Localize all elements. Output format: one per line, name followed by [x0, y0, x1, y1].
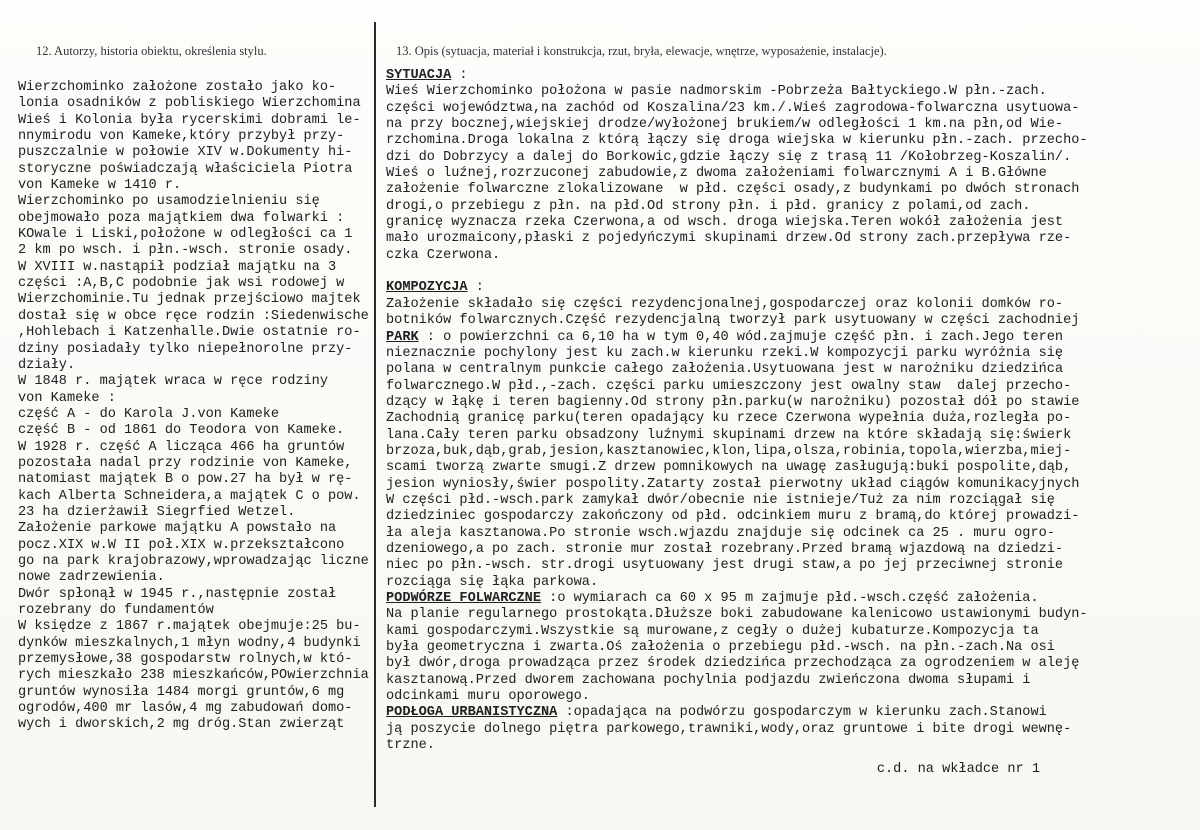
text-line: puszczalnie w połowie XIV w.Dokumenty hi- [18, 145, 353, 161]
text-line: go na park krajobrazowy,wprowadzając liczne [18, 553, 369, 569]
text-line: założenie folwarczne zlokalizowane w płd. części osady,z budynkami po dwóch stronach [386, 182, 1080, 198]
text-line: Założenie parkowe majątku A powstało na [18, 521, 337, 537]
text-line: Wierzchominko po usamodzielnieniu się [18, 194, 320, 210]
text-line: rozebrany do fundamentów [18, 603, 214, 618]
left-column-header: 12. Autorzy, historia obiektu, określenia stylu. [36, 44, 267, 58]
text-line: był dwór,droga prowadząca przez środek dziedzińca przechodząca za ogrodzeniem w aleję [386, 656, 1080, 672]
text-line: storyczne poświadczają właściciela Piotra [18, 161, 353, 177]
text-line: ła aleja kasztanowa.Po stronie wsch.wjazdu znajduje się odcinek ca 25 . muru ogro- [386, 525, 1055, 541]
text-line: brzoza,buk,dąb,grab,jesion,kasztanowiec,klon,lipa,olsza,robinia,topola,wierzba,miej- [386, 443, 1072, 459]
text-line: niec po płn.-wsch. str.drogi usytuowany jest drugi staw,a po jej przeciwnej stronie [386, 558, 1064, 574]
text-line: PODŁOGA URBANISTYCZNA :opadająca na podwórzu gospodarczym w kierunku zach.Stanowi [386, 705, 1047, 721]
right-column-header: 13. Opis (sytuacja, materiał i konstrukcja, rzut, bryła, elewacje, wnętrze, wyposażenie, instalacje). [396, 44, 887, 58]
text-line: PARK : o powierzchni ca 6,10 ha w tym 0,40 wód.zajmuje część płn. i zach.Jego teren [386, 329, 1064, 345]
text-line: część A - do Karola J.von Kameke [18, 406, 280, 422]
text-line: Wieś i Kolonia była rycerskimi dobrami le- [18, 112, 361, 128]
text-line: nowe zadrzewienia. [18, 570, 165, 586]
text-line: W 1848 r. majątek wraca w ręce rodziny [18, 374, 328, 390]
text-line: pocz.XIX w.W II poł.XIX w.przekształcono [18, 537, 345, 553]
text-line: W części płd.-wsch.park zamykał dwór/obecnie nie istnieje/Tuż za nim rozciągał się [386, 492, 1055, 508]
text-line: pozostała nadal przy rodzinie von Kameke, [18, 455, 353, 471]
text-line: mało urozmaicony,płaski z pojedyńczymi skupinami drzew.Od strony zach.przepływa rze- [386, 231, 1072, 247]
text-line: wych i dworskich,2 mg dróg.Stan zwierząt [18, 717, 345, 733]
text-line: W księdze z 1867 r.majątek obejmuje:25 bu- [18, 619, 361, 635]
text-line: była geometryczna i zwarta.Oś założenia o przebiegu płd.-wsch. na płn.-zach.Na osi [386, 640, 1055, 656]
text-line: Na planie regularnego prostokąta.Dłuższe boki zabudowane kalenicowo ustawionymi budyn- [386, 607, 1088, 623]
text-line: von Kameke w 1410 r. [18, 178, 182, 194]
continuation-note: c.d. na wkładce nr 1 [876, 762, 1040, 777]
text-line: kach Alberta Schneidera,a majątek C o pow. [18, 488, 361, 504]
text-line: odcinkami muru oporowego. [386, 689, 590, 705]
text-line: botników folwarcznych.Część rezydencjalną tworzył park usytuowany w części zachodniej [386, 313, 1080, 329]
text-line: scami tworzą zwarte smugi.Z drzew pomnikowych na uwagę zasługują:buki pospolite,dąb, [386, 460, 1072, 476]
text-line: przemysłowe,38 gospodarstw rolnych,w któ- [18, 652, 353, 668]
section-heading: PARK [386, 329, 419, 345]
text-line: W XVIII w.nastąpił podział majątku na 3 [18, 259, 337, 275]
history-text-column [18, 80, 370, 734]
text-line: Zachodnią granicę parku(teren opadający ku rzece Czerwona wypełnia duża,rozległa po- [386, 411, 1072, 427]
text-line: KOMPOZYCJA : [386, 280, 484, 296]
text-line: rozciąga się łąka parkowa. [386, 574, 599, 590]
text-line: von Kameke : [18, 390, 116, 406]
text-line: Wieś Wierzchominko położona w pasie nadmorskim -Pobrzeża Bałtyckiego.W płn.-zach. [386, 84, 1047, 100]
text-line: działy. [18, 357, 76, 373]
text-line: nnymirodu von Kameke,który przybył przy- [18, 129, 345, 145]
text-line: KOwale i Liski,położone w odległości ca 1 [18, 227, 353, 243]
description-text-column [386, 68, 1198, 754]
text-line: Wierzchominko założone zostało jako ko- [18, 80, 337, 95]
text-line: rzchomina.Droga lokalna z którą łączy się droga wiejska w kierunku płn.-zach. przecho- [386, 133, 1088, 149]
text-line: polana w centralnym punkcie całego założenia.Usytuowana jest w narożniku dziedzińca [386, 362, 1064, 378]
text-line: granicę wyznacza rzeka Czerwona,a od wsch. droga wiejska.Teren wokół założenia jest [386, 215, 1064, 231]
text-line: Założenie składało się części rezydencjonalnej,gospodarczej oraz kolonii domków ro- [386, 296, 1064, 312]
text-line: rych mieszkało 238 mieszkańców,POwierzchnia [18, 668, 369, 684]
text-line: dziedziniec gospodarczy zakończony od płd. odcinkiem muru z bramą,do której prowadzi- [386, 509, 1080, 525]
text-line: obejmowało poza majątkiem dwa folwarki : [18, 210, 345, 226]
text-line: drogi,o przebiegu z płn. na płd.Od strony płn. i płd. granicy z polami,od zach. [386, 198, 1031, 214]
text-line: dzeniowego,a po zach. stronie mur został rozebrany.Przed bramą wjazdową na dziedzi- [386, 541, 1064, 557]
section-heading: SYTUACJA [386, 68, 452, 83]
text-line: ogrodów,400 mr lasów,4 mg zabudowań domo- [18, 701, 353, 717]
text-line: ,Hohlebach i Katzenhalle.Dwie ostatnie ro- [18, 325, 361, 341]
section-heading: PODWÓRZE FOLWARCZNE [386, 591, 541, 606]
text-line: części :A,B,C podobnie jak wsi rodowej w [18, 276, 345, 292]
text-line: ją poszycie dolnego piętra parkowego,trawniki,wody,oraz gruntowe i bite drogi wewnę- [386, 721, 1072, 737]
text-line [386, 264, 1198, 280]
text-line: jesion wyniosły,świer pospolity.Zatarty został pierwotny układ ciągów komunikacyjnych [386, 476, 1080, 492]
text-line: czka Czerwona. [386, 247, 501, 263]
text-line: gruntów wynosiła 1484 morgi gruntów,6 mg [18, 684, 345, 700]
text-line: kasztanową.Przed dworem zachowana pochylnia podjazdu zwieńczona dwoma słupami i [386, 672, 1031, 688]
text-line: Dwór spłonął w 1945 r.,następnie został [18, 586, 337, 602]
text-line: folwarcznego.W płd.,-zach. części parku umieszczony jest owalny staw dalej przecho- [386, 378, 1072, 394]
text-line: W 1928 r. część A licząca 466 ha gruntów [18, 439, 345, 455]
text-line: natomiast majątek B o pow.27 ha był w rę- [18, 472, 353, 488]
text-line: kami gospodarczymi.Wszystkie są murowane,z cegły o dużej kubaturze.Kompozycja ta [386, 623, 1039, 639]
text-line: 23 ha dzierżawił Siegrfied Wetzel. [18, 504, 296, 520]
text-line: SYTUACJA : [386, 68, 468, 83]
text-line: Wieś o luźnej,rozrzuconej zabudowie,z dwoma założeniami folwarcznymi A i B.Główne [386, 166, 1047, 182]
text-line: dzi do Dobrzycy a dalej do Borkowic,gdzie łączy się z trasą 11 /Kołobrzeg-Koszalin/. [386, 149, 1072, 165]
section-heading: PODŁOGA URBANISTYCZNA [386, 705, 558, 721]
text-line: część B - od 1861 do Teodora von Kameke. [18, 423, 345, 439]
text-line: 2 km po wsch. i płn.-wsch. stronie osady. [18, 243, 353, 259]
text-line: nieznacznie pochylony jest ku zach.w kierunku rzeki.W kompozycji parku wyróżnia się [386, 345, 1064, 361]
text-line: dzący w łąkę i teren bagienny.Od strony płn.parku(w narożniku) pozostał dół po stawie [386, 394, 1080, 410]
text-line: trzne. [386, 738, 435, 754]
text-line: PODWÓRZE FOLWARCZNE :o wymiarach ca 60 x 95 m zajmuje płd.-wsch.część założenia. [386, 591, 1039, 606]
text-line: dziny posiadały tylko niepełnorolne przy- [18, 341, 353, 357]
column-divider [374, 22, 376, 807]
text-line: lana.Cały teren parku obsadzony luźnymi skupinami drzew na które składają się:świerk [386, 427, 1072, 443]
text-line: lonia osadników z pobliskiego Wierzchomina [18, 96, 361, 112]
text-line: dynków mieszkalnych,1 młyn wodny,4 budynki [18, 635, 361, 651]
section-heading: KOMPOZYCJA [386, 280, 468, 296]
text-line: Wierzchominie.Tu jednak przejściowo majtek [18, 292, 361, 308]
text-line: części województwa,na zachód od Koszalina/23 km./.Wieś zagrodowa-folwarczna usytuowa- [386, 100, 1080, 116]
text-line: dostał się w obce ręce rodzin :Siedenwische [18, 308, 369, 324]
text-line: na przy bocznej,wiejskiej drodze/wyłożonej brukiem/w odległości 1 km.na płn,od Wie- [386, 117, 1064, 133]
